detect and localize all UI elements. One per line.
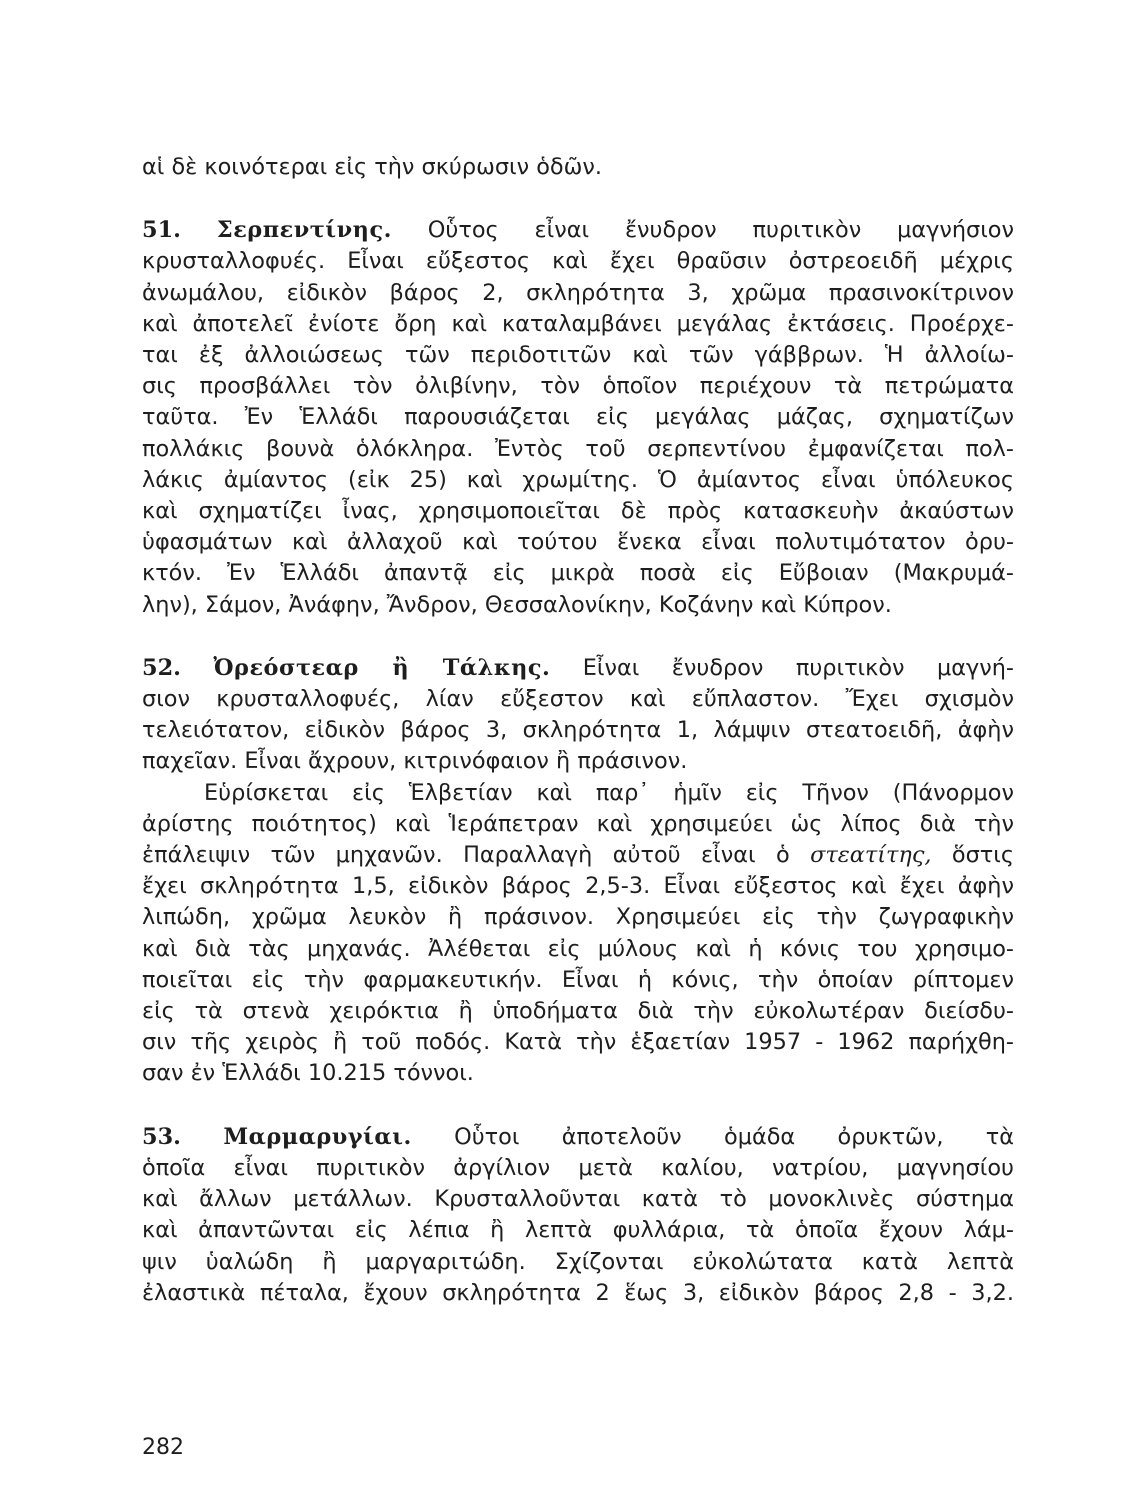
intro-line: αἱ δὲ κοινότεραι εἰς τὴν σκύρωσιν ὁδῶν. — [142, 154, 603, 180]
text-segment: ὅστις — [951, 842, 1014, 869]
section-53 — [142, 1122, 1014, 1309]
text-segment: ἐπάλειψιν τῶν μηχανῶν. Παραλλαγὴ αὐτοῦ εἶναι ὁ — [142, 842, 790, 869]
text-line: ἐλαστικὰ πέταλα, ἔχουν σκληρότητα 2 ἕως 3, εἰδικὸν βάρος 2,8 - 3,2. — [142, 1279, 1014, 1306]
text-line: λιπώδη, χρῶμα λευκὸν ἢ πράσινον. Χρησιμεύει εἰς τὴν ζωγραφικὴν — [142, 904, 1014, 931]
text-line: Εὑρίσκεται εἰς Ἑλβετίαν καὶ παρ᾽ ἡμῖν εἰς Τῆνον (Πάνορμον — [204, 779, 1014, 806]
text-line: καὶ ἀπαντῶνται εἰς λέπια ἢ λεπτὰ φυλλάρια, τὰ ὁποῖα ἔχουν λάμ- — [142, 1217, 1014, 1244]
text-line: πολλάκις βουνὰ ὁλόκληρα. Ἐντὸς τοῦ σερπεντίνου ἐμφανίζεται πολ- — [142, 435, 1014, 462]
section-text: Οὗτος εἶναι ἔνυδρον πυριτικὸν μαγνήσιον — [427, 217, 1015, 244]
section-51 — [142, 215, 1014, 621]
section-number: 51. — [142, 217, 181, 244]
text-line: καὶ σχηματίζει ἶνας, χρησιμοποιεῖται δὲ πρὸς κατασκευὴν ἀκαύστων — [142, 498, 1014, 525]
text-line: ὑφασμάτων καὶ ἀλλαχοῦ καὶ τούτου ἕνεκα εἶναι πολυτιμότατον ὀρυ- — [142, 529, 1014, 556]
text-line: καὶ ἀποτελεῖ ἐνίοτε ὄρη καὶ καταλαμβάνει μεγάλας ἐκτάσεις. Προέρχε- — [142, 310, 1014, 337]
page-body — [142, 152, 1014, 1309]
text-line: ται ἐξ ἀλλοιώσεως τῶν περιδοτιτῶν καὶ τῶν γάββρων. Ἡ ἀλλοίω- — [142, 342, 1014, 369]
text-line: λην), Σάμον, Ἀνάφην, Ἄνδρον, Θεσσαλονίκην, Κοζάνην καὶ Κύπρον. — [142, 591, 892, 618]
section-51-first-line — [142, 215, 1014, 246]
section-number: 52. — [142, 654, 181, 681]
text-line: παχεῖαν. Εἶναι ἄχρουν, κιτρινόφαιον ἢ πράσινον. — [142, 748, 688, 775]
text-line: σιν τῆς χειρὸς ἢ τοῦ ποδός. Κατὰ τὴν ἑξαετίαν 1957 - 1962 παρήχθη- — [142, 1029, 1014, 1056]
text-line: ὁποῖα εἶναι πυριτικὸν ἀργίλιον μετὰ καλίου, νατρίου, μαγνησίου — [142, 1154, 1014, 1181]
text-line: ταῦτα. Ἐν Ἑλλάδι παρουσιάζεται εἰς μεγάλας μάζας, σχηματίζων — [142, 404, 1014, 431]
section-52 — [142, 653, 1014, 1090]
section-text: Οὗτοι ἀποτελοῦν ὁμάδα ὀρυκτῶν, τὰ — [454, 1123, 1015, 1150]
text-line: τελειότατον, εἰδικὸν βάρος 3, σκληρότητα 1, λάμψιν στεατοειδῆ, ἀφὴν — [142, 717, 1014, 744]
section-text: Εἶναι ἔνυδρον πυριτικὸν μαγνή- — [582, 654, 1014, 681]
text-line: κτόν. Ἐν Ἑλλάδι ἀπαντᾷ εἰς μικρὰ ποσὰ εἰς Εὔβοιαν (Μακρυμά- — [142, 560, 1014, 587]
section-title: Ὀρεόστεαρ ἢ Τάλκης. — [213, 654, 551, 681]
text-line: ἀρίστης ποιότητος) καὶ Ἱεράπετραν καὶ χρησιμεύει ὡς λίπος διὰ τὴν — [142, 810, 1014, 837]
text-line: ψιν ὑαλώδη ἢ μαργαριτώδη. Σχίζονται εὐκολώτατα κατὰ λεπτὰ — [142, 1248, 1014, 1275]
spacer — [142, 183, 1014, 215]
section-title: Σερπεντίνης. — [216, 217, 392, 244]
text-line: κρυσταλλοφυές. Εἶναι εὔξεστος καὶ ἔχει θραῦσιν ὀστρεοειδῆ μέχρις — [142, 248, 1014, 275]
text-line: ἀνωμάλου, εἰδικὸν βάρος 2, σκληρότητα 3, χρῶμα πρασινοκίτρινον — [142, 279, 1014, 306]
text-line: ποιεῖται εἰς τὴν φαρμακευτικήν. Εἶναι ἡ κόνις, τὴν ὁποίαν ρίπτομεν — [142, 966, 1014, 993]
text-line: καὶ διὰ τὰς μηχανάς. Ἀλέθεται εἰς μύλους καὶ ἡ κόνις του χρησιμο- — [142, 935, 1014, 962]
section-number: 53. — [142, 1123, 181, 1150]
section-title: Μαρμαρυγίαι. — [223, 1123, 412, 1150]
text-line: σιον κρυσταλλοφυές, λίαν εὔξεστον καὶ εὔπλαστον. Ἔχει σχισμὸν — [142, 686, 1014, 713]
text-line: σαν ἐν Ἑλλάδι 10.215 τόννοι. — [142, 1060, 474, 1087]
text-line: καὶ ἄλλων μετάλλων. Κρυσταλλοῦνται κατὰ τὸ μονοκλινὲς σύστημα — [142, 1186, 1014, 1213]
section-53-first-line — [142, 1122, 1014, 1153]
text-line — [142, 840, 1014, 871]
section-52-first-line — [142, 653, 1014, 684]
text-line: λάκις ἀμίαντος (εἰκ 25) καὶ χρωμίτης. Ὁ ἀμίαντος εἶναι ὑπόλευκος — [142, 466, 1014, 493]
page-number: 282 — [142, 1435, 184, 1460]
spacer — [142, 1090, 1014, 1122]
text-line: σις προσβάλλει τὸν ὀλιβίνην, τὸν ὁποῖον περιέχουν τὰ πετρώματα — [142, 373, 1014, 400]
text-line: εἰς τὰ στενὰ χειρόκτια ἢ ὑποδήματα διὰ τὴν εὐκολωτέραν διείσδυ- — [142, 998, 1014, 1025]
spacer — [142, 621, 1014, 653]
emphasized-term: στεατίτης, — [810, 842, 932, 869]
text-line: ἔχει σκληρότητα 1,5, εἰδικὸν βάρος 2,5-3. Εἶναι εὔξεστος καὶ ἔχει ἀφὴν — [142, 873, 1014, 900]
